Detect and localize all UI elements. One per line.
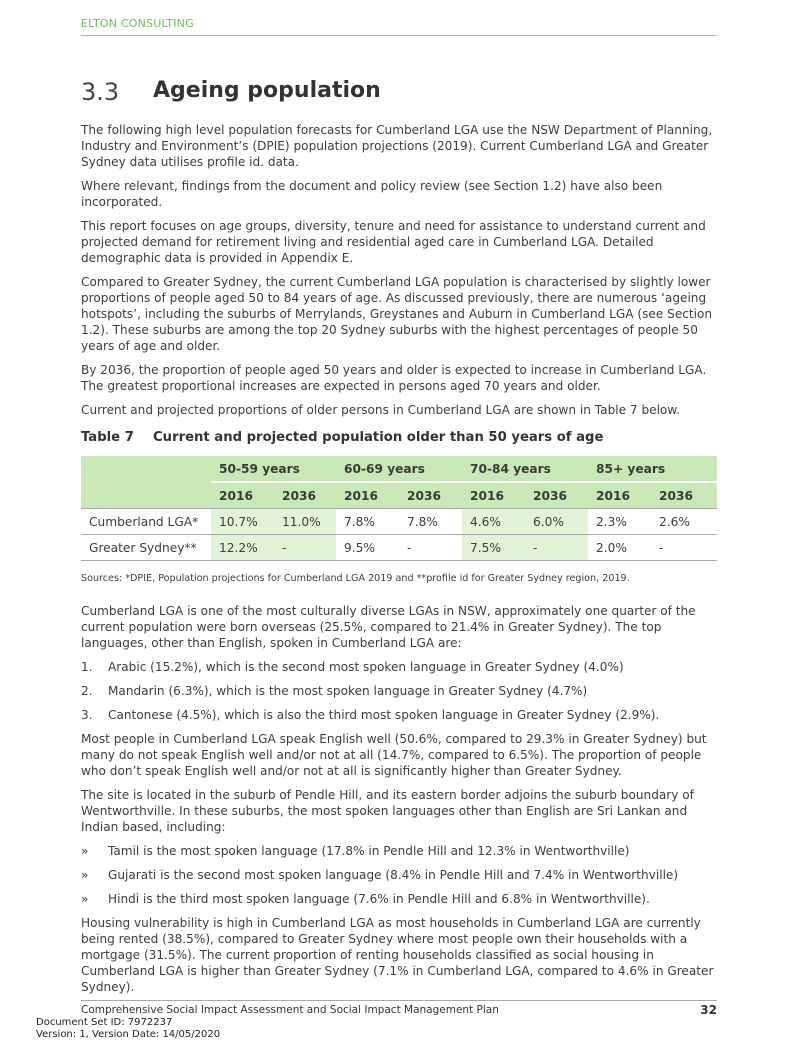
list-item-text: Mandarin (6.3%), which is the most spoken language in Greater Sydney (4.7%): [108, 684, 588, 698]
document-set-stamp: [36, 1017, 220, 1041]
paragraph: Current and projected proportions of older persons in Cumberland LGA are shown in Table 7 below.: [81, 403, 680, 417]
list-item-text: Hindi is the third most spoken language (7.6% in Pendle Hill and 6.8% in Wentworthville).: [108, 892, 650, 906]
list-item-text: Gujarati is the second most spoken language (8.4% in Pendle Hill and 7.4% in Wentworthville): [108, 868, 679, 882]
year-header: 2016: [211, 482, 274, 509]
table-caption: [81, 430, 721, 446]
table-cell: -: [651, 535, 717, 561]
age-group-header: 85+ years: [588, 456, 717, 482]
table-cell: -: [525, 535, 588, 561]
paragraph: Most people in Cumberland LGA speak English well (50.6%, compared to 29.3% in Greater Sydney) but many do not speak English well and/or not at all (14.7%, compared to 6.5%). The proportion of people who don’t speak English well and/or not at all is significantly higher than Greater Sydney.: [81, 732, 707, 778]
paragraph: Housing vulnerability is high in Cumberland LGA as most households in Cumberland LGA are currently being rented (38.5%), compared to Greater Sydney where most people own their households with a mortgage (31.5%). The current proportion of renting households classified as social housing in Cumberland LGA is higher than Greater Sydney (7.1% in Cumberland LGA, compared to 4.6% in Greater Sydney).: [81, 916, 714, 994]
table-cell: 2.6%: [651, 509, 717, 535]
table-corner-cell: [81, 456, 211, 509]
table-cell: 10.7%: [211, 509, 274, 535]
list-item: [81, 867, 721, 883]
header-brand: ELTON CONSULTING: [81, 17, 194, 30]
table-cell: 12.2%: [211, 535, 274, 561]
age-group-header: 60-69 years: [336, 456, 462, 482]
table-row: [81, 535, 717, 561]
age-group-header: 70-84 years: [462, 456, 588, 482]
list-item: [81, 683, 721, 699]
list-item-text: Tamil is the most spoken language (17.8% in Pendle Hill and 12.3% in Wentworthville): [108, 844, 630, 858]
year-header: 2036: [274, 482, 336, 509]
year-header: 2016: [336, 482, 399, 509]
list-item: [81, 843, 721, 859]
paragraph: Cumberland LGA is one of the most culturally diverse LGAs in NSW, approximately one quarter of the current population were born overseas (25.5%, compared to 21.4% in Greater Sydney). The top languages, other than English, spoken in Cumberland LGA are:: [81, 604, 696, 650]
table-cell: 7.5%: [462, 535, 525, 561]
list-marker: 1.: [81, 660, 93, 674]
table-cell: -: [399, 535, 462, 561]
paragraph: Compared to Greater Sydney, the current Cumberland LGA population is characterised by slightly lower proportions of people aged 50 to 84 years of age. As discussed previously, there are numerous ‘ageing hotspots’, including the suburbs of Merrylands, Greystanes and Auburn in Cumberland LGA (see Section 1.2). These suburbs are among the top 20 Sydney suburbs with the highest percentages of people 50 years of age and older.: [81, 275, 713, 353]
year-header: 2036: [651, 482, 717, 509]
table-cell: 6.0%: [525, 509, 588, 535]
year-header: 2016: [588, 482, 651, 509]
table-cell: 2.0%: [588, 535, 651, 561]
table-cell: 9.5%: [336, 535, 399, 561]
document-version: Version: 1, Version Date: 14/05/2020: [36, 1029, 221, 1040]
paragraph: The site is located in the suburb of Pendle Hill, and its eastern border adjoins the suburb boundary of Wentworthville. In these suburbs, the most spoken languages other than English are Sri Lankan and Indian based, including:: [81, 788, 694, 834]
table-label: Table 7: [81, 430, 134, 445]
numbered-list: [81, 659, 721, 723]
paragraph: Where relevant, findings from the document and policy review (see Section 1.2) have also been incorporated.: [81, 179, 663, 209]
document-set-id: Document Set ID: 7972237: [36, 1017, 173, 1028]
paragraph: By 2036, the proportion of people aged 50 years and older is expected to increase in Cumberland LGA. The greatest proportional increases are expected in persons aged 70 years and older.: [81, 363, 707, 393]
table-cell: 7.8%: [336, 509, 399, 535]
table-cell: 4.6%: [462, 509, 525, 535]
paragraph: The following high level population forecasts for Cumberland LGA use the NSW Department of Planning, Industry and Environment’s (DPIE) population projections (2019). Current Cumberland LGA and Greater Sydney data utilises profile id. data.: [81, 123, 713, 169]
bullet-list: [81, 843, 721, 907]
list-marker: »: [81, 892, 89, 906]
row-label: Greater Sydney**: [81, 535, 211, 561]
footer-document-title: Comprehensive Social Impact Assessment and Social Impact Management Plan: [81, 1004, 499, 1016]
list-item-text: Arabic (15.2%), which is the second most spoken language in Greater Sydney (4.0%): [108, 660, 624, 674]
table-cell: 7.8%: [399, 509, 462, 535]
section-number: 3.3: [81, 78, 120, 106]
table-cell: -: [274, 535, 336, 561]
age-group-header: 50-59 years: [211, 456, 336, 482]
header-divider: [81, 35, 717, 36]
list-item: [81, 891, 721, 907]
list-marker: 3.: [81, 708, 93, 722]
footer-divider: [81, 1000, 717, 1001]
list-marker: »: [81, 844, 89, 858]
list-item: [81, 659, 721, 675]
section-heading: [81, 78, 717, 108]
table-row: [81, 509, 717, 535]
table-cell: 11.0%: [274, 509, 336, 535]
list-marker: »: [81, 868, 89, 882]
table-caption-text: Current and projected population older than 50 years of age: [153, 430, 604, 445]
page-number: 32: [700, 1003, 717, 1017]
year-header: 2036: [399, 482, 462, 509]
section-title: Ageing population: [153, 78, 381, 103]
row-label: Cumberland LGA*: [81, 509, 211, 535]
year-header: 2016: [462, 482, 525, 509]
document-body: [81, 122, 721, 1003]
table-cell: 2.3%: [588, 509, 651, 535]
year-header: 2036: [525, 482, 588, 509]
list-marker: 2.: [81, 684, 93, 698]
population-table: [81, 456, 717, 561]
table-sources: Sources: *DPIE, Population projections for Cumberland LGA 2019 and **profile id for Greater Sydney region, 2019.: [81, 573, 630, 584]
paragraph: This report focuses on age groups, diversity, tenure and need for assistance to understand current and projected demand for retirement living and residential aged care in Cumberland LGA. Detailed demographic data is provided in Appendix E.: [81, 219, 706, 265]
list-item-text: Cantonese (4.5%), which is also the third most spoken language in Greater Sydney (2.9%).: [108, 708, 660, 722]
list-item: [81, 707, 721, 723]
